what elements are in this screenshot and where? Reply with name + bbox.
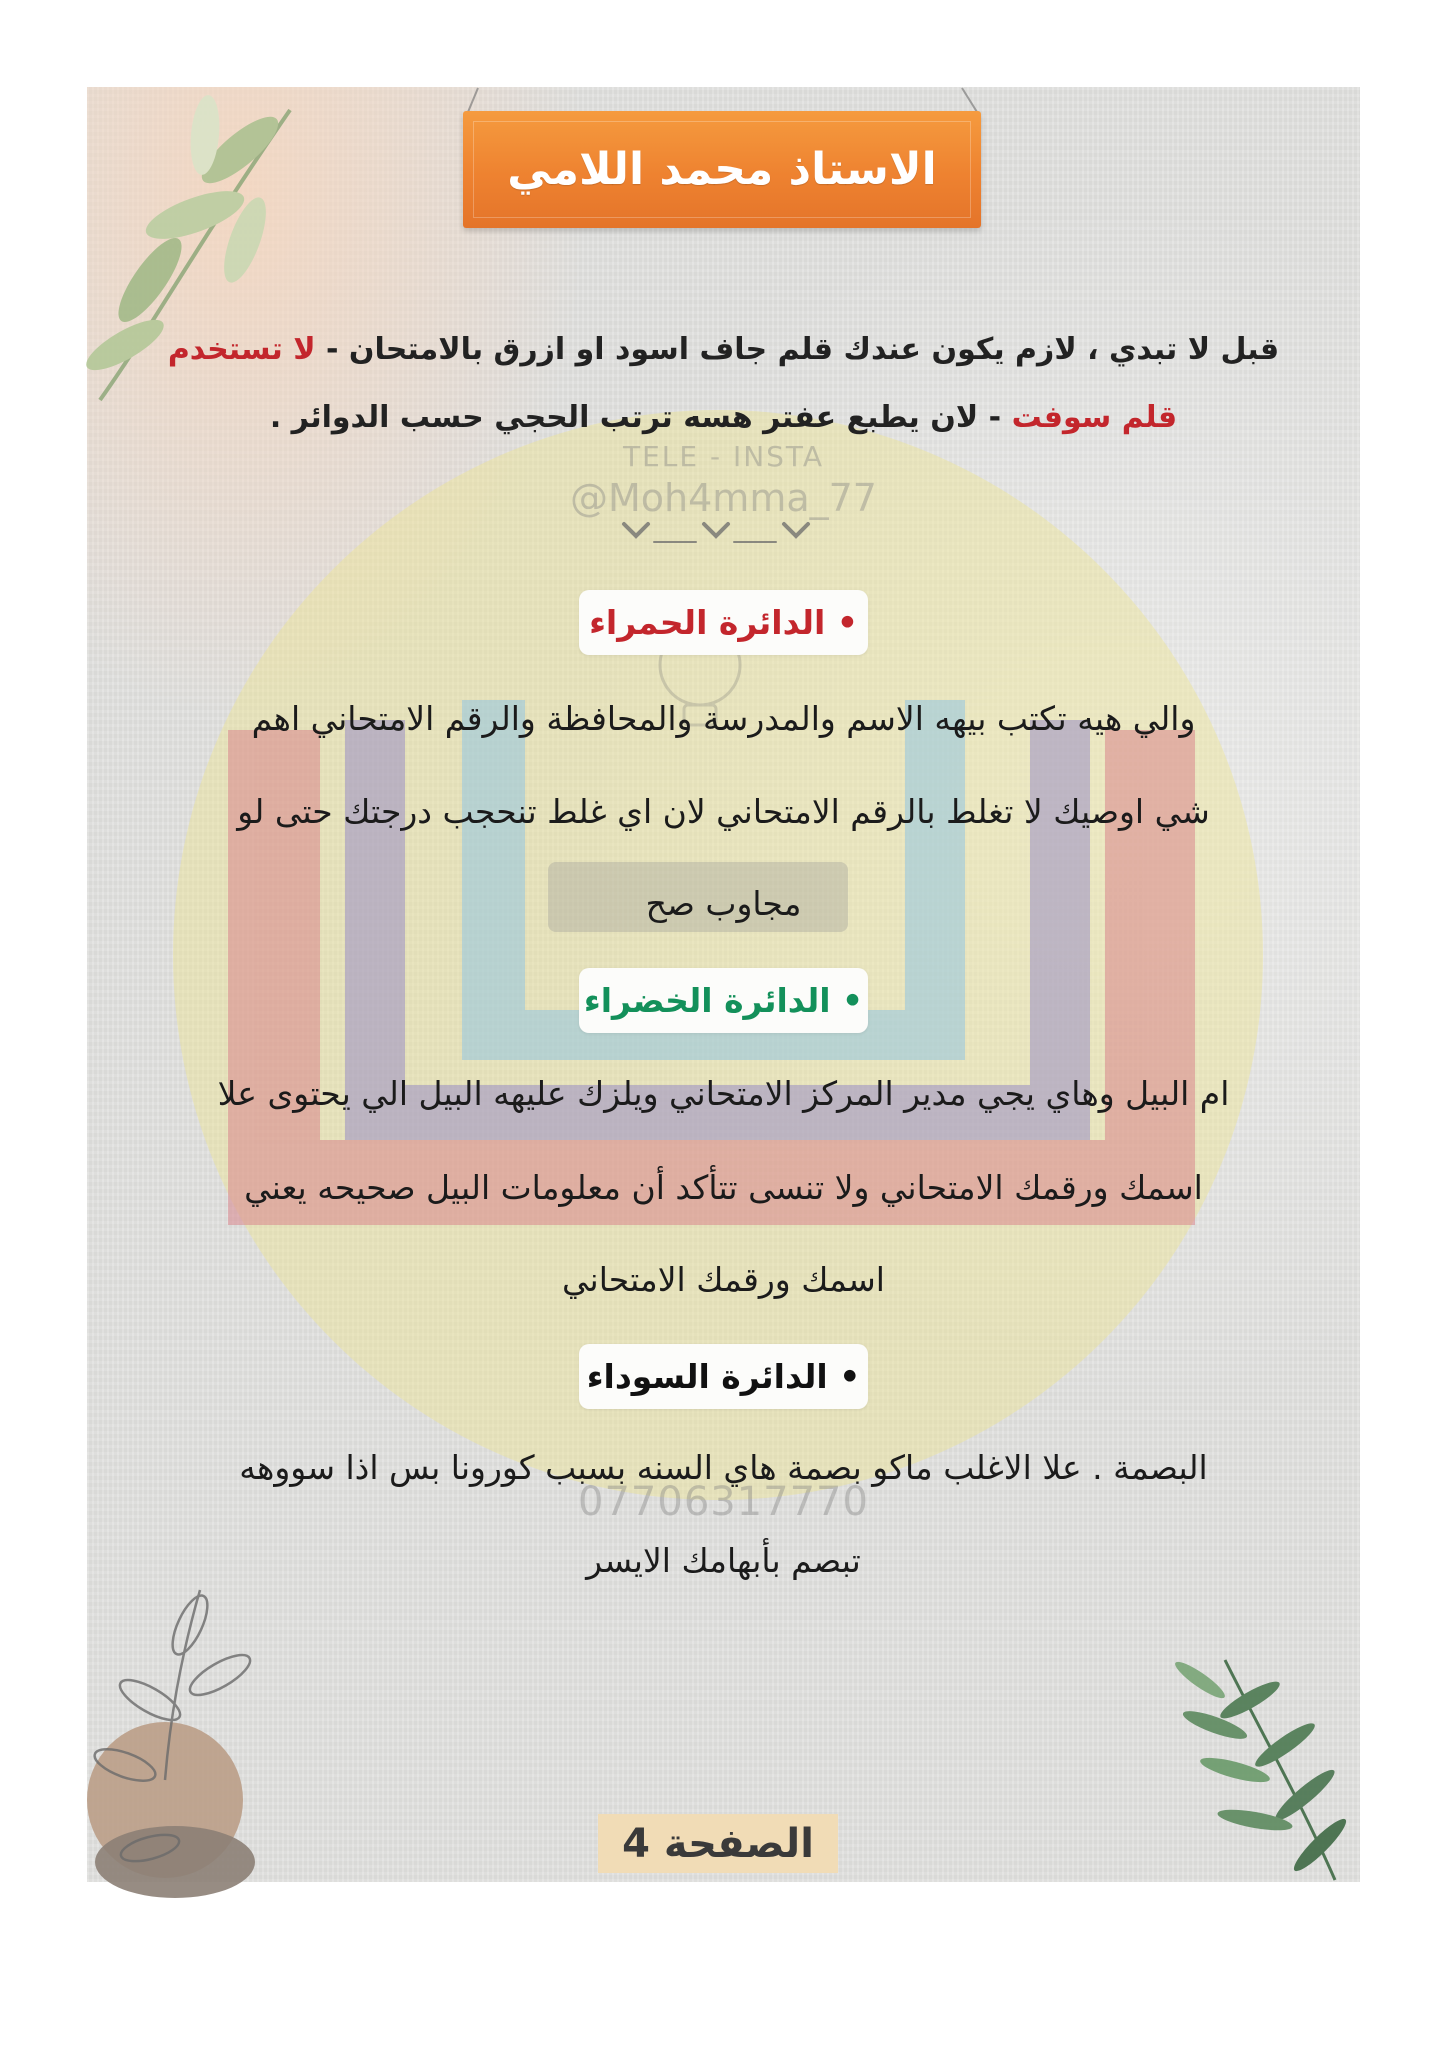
teacher-name-title: الاستاذ محمد اللامي	[507, 144, 937, 195]
intro-text: - لان يطبع عفتر هسه ترتب الحجي حسب الدوائر .	[269, 400, 1012, 435]
warning-text: قلم سوفت	[1011, 400, 1178, 435]
intro-text: قبل لا تبدي ، لازم يكون عندك قلم جاف اسود او ازرق بالامتحان -	[315, 332, 1280, 367]
section-2-line-1: ام البيل وهاي يجي مدير المركز الامتحاني ويلزك عليهه البيل الي يحتوى علا	[217, 1074, 1230, 1113]
logo-watermark-circle	[173, 410, 1263, 1500]
watermark-phone: 07706317770	[578, 1479, 869, 1525]
banner-string	[468, 88, 977, 112]
leaf-cluster-bottom-left-icon	[87, 1590, 255, 1898]
section-2-line-2: اسمك ورقمك الامتحاني ولا تنسى تتأكد أن معلومات البيل صحيحه يعني	[244, 1168, 1203, 1207]
section-3-line-1: البصمة . علا الاغلب ماكو بصمة هاي السنه بسبب كورونا بس اذا سووهه	[239, 1448, 1208, 1487]
watermark-channels: TELE - INSTA	[622, 440, 825, 473]
section-heading-green-circle	[579, 968, 868, 1033]
section-heading-black-circle	[579, 1344, 868, 1409]
page-number-badge	[598, 1814, 838, 1873]
page-number-label: الصفحة 4	[622, 1820, 814, 1867]
section-3-line-2: تبصم بأبهامك الايسر	[586, 1541, 861, 1580]
section-1-line-2: شي اوصيك لا تغلط بالرقم الامتحاني لان اي غلط تنحجب درجتك حتى لو	[237, 792, 1210, 831]
warning-text: لا تستخدم	[167, 332, 316, 367]
section-heading-text: • الدائرة السوداء	[586, 1357, 861, 1396]
intro-line-2-content	[270, 400, 1177, 435]
intro-line-1-content	[168, 332, 1279, 367]
intro-line-1	[87, 320, 1360, 380]
fern-leaf-bottom-right-icon	[1171, 1657, 1351, 1880]
section-1-line-3: مجاوب صح	[645, 884, 802, 923]
section-2-line-3: اسمك ورقمك الامتحاني	[562, 1260, 885, 1299]
intro-line-2	[87, 388, 1360, 448]
section-heading-text: • الدائرة الحمراء	[589, 603, 858, 642]
section-heading-text: • الدائرة الخضراء	[583, 981, 864, 1020]
title-banner	[463, 111, 981, 228]
chevron-down-icon	[620, 518, 820, 546]
watermark-handle: @Moh4mma_77	[570, 476, 877, 520]
section-1-line-1: والي هيه تكتب بيهه الاسم والمدرسة والمحافظة والرقم الامتحاني اهم	[251, 699, 1196, 738]
section-heading-red-circle	[579, 590, 868, 655]
